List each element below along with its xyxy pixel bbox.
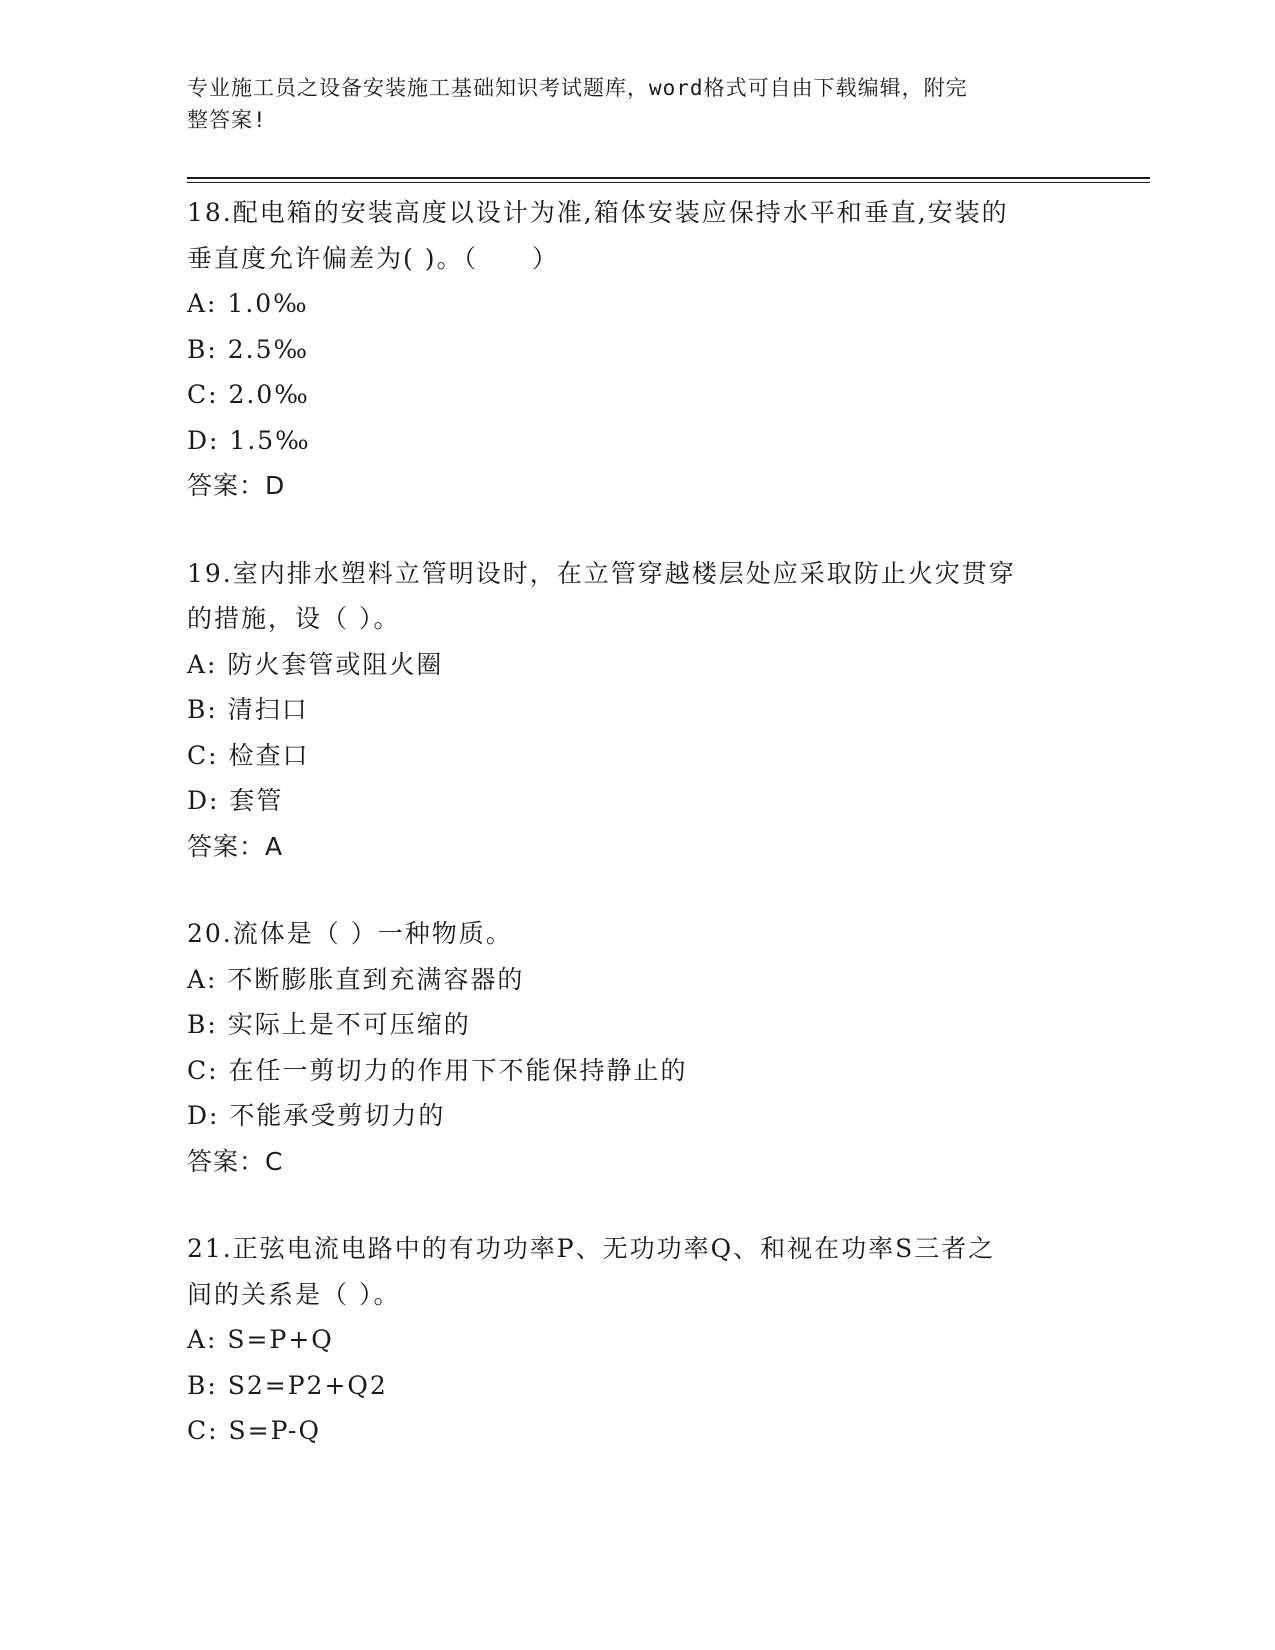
question-18	[187, 190, 1087, 509]
answer-line: 答案：C	[187, 1146, 284, 1176]
option-c: C: 检查口	[187, 740, 310, 770]
question-19	[187, 551, 1087, 870]
option-c: C: 在任一剪切力的作用下不能保持静止的	[187, 1055, 688, 1085]
question-stem-line: 垂直度允许偏差为( )。（ ）	[187, 243, 559, 273]
option-d: D: 1.5‰	[187, 425, 311, 455]
question-list	[187, 190, 1087, 1496]
answer-line: 答案：D	[187, 471, 286, 500]
question-stem-line: 20.流体是（ ）一种物质。	[187, 919, 513, 948]
answer-line: 答案：A	[187, 831, 284, 861]
option-b: B: 清扫口	[187, 695, 309, 724]
header-divider-thin	[187, 182, 1150, 183]
question-stem-line: 的措施，设（ ）。	[187, 604, 401, 633]
question-20	[187, 911, 1087, 1184]
question-stem-line: 21.正弦电流电路中的有功功率P、无功功率Q、和视在功率S三者之	[187, 1234, 996, 1263]
option-a: A: 1.0‰	[187, 289, 309, 318]
header-divider-thick	[187, 177, 1150, 179]
question-21	[187, 1226, 1087, 1454]
question-stem-line: 间的关系是（ ）。	[187, 1279, 401, 1309]
option-a: A: S=P+Q	[187, 1325, 334, 1354]
option-c: C: 2.0‰	[187, 380, 310, 409]
option-b: B: 2.5‰	[187, 334, 310, 364]
option-b: B: S2=P2+Q2	[187, 1370, 388, 1400]
option-d: D: 不能承受剪切力的	[187, 1101, 446, 1130]
question-stem-line: 18.配电箱的安装高度以设计为准,箱体安装应保持水平和垂直,安装的	[187, 198, 1009, 227]
option-a: A: 不断膨胀直到充满容器的	[187, 964, 525, 994]
option-b: B: 实际上是不可压缩的	[187, 1010, 471, 1039]
header-line-2: 整答案!	[187, 108, 267, 132]
option-c: C: S=P-Q	[187, 1416, 321, 1445]
document-header	[187, 72, 1067, 136]
option-a: A: 防火套管或阻火圈	[187, 649, 444, 679]
header-line-1: 专业施工员之设备安装施工基础知识考试题库，word格式可自由下载编辑，附完	[187, 76, 968, 100]
option-d: D: 套管	[187, 786, 284, 815]
question-stem-line: 19.室内排水塑料立管明设时，在立管穿越楼层处应采取防止火灾贯穿	[187, 558, 1016, 588]
